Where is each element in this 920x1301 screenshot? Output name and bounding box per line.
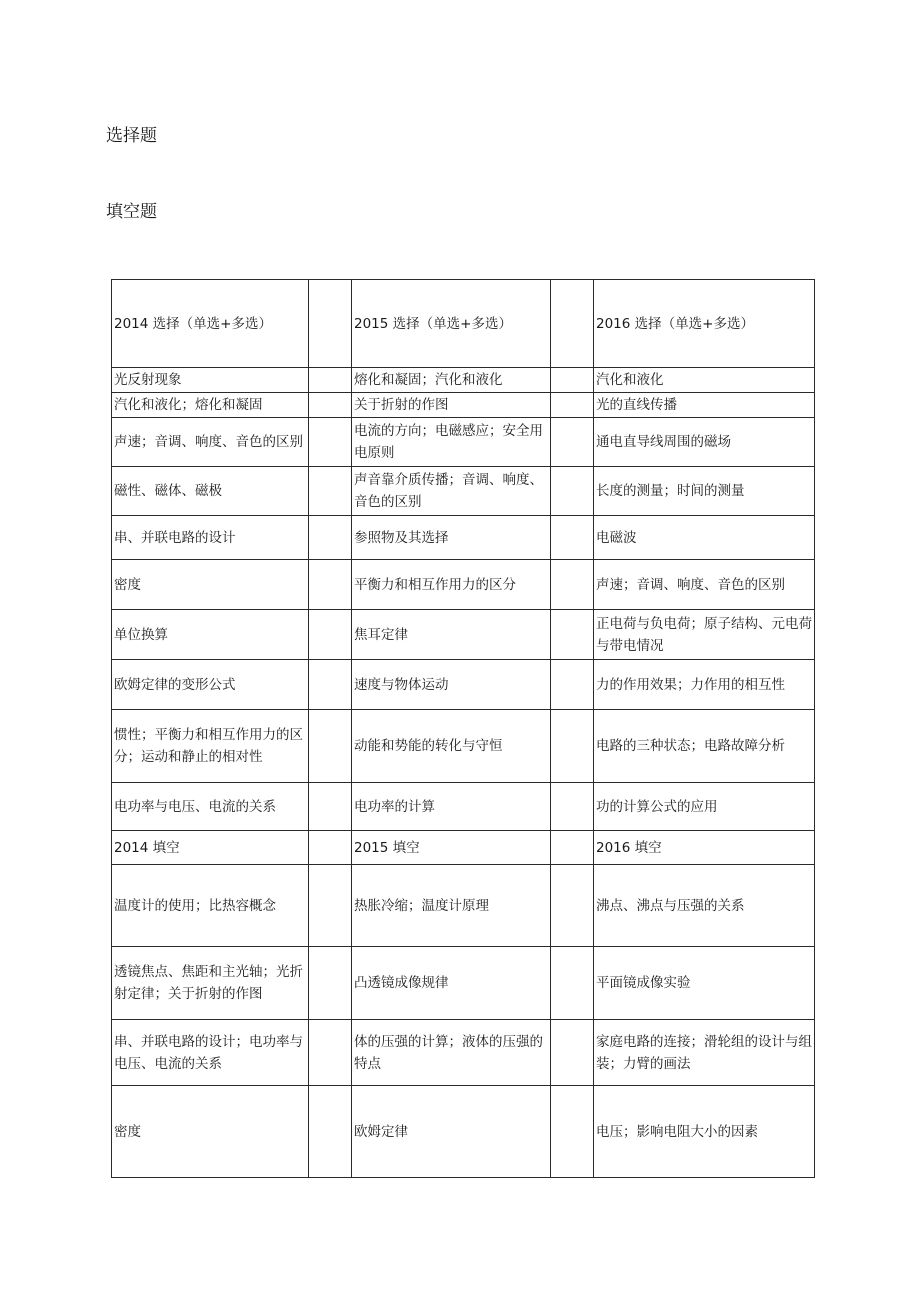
table-cell: 磁性、磁体、磁极: [112, 467, 309, 516]
table-row: [112, 560, 815, 610]
spacer-cell: [309, 831, 352, 865]
spacer-cell: [551, 865, 594, 947]
table-cell: 单位换算: [112, 610, 309, 660]
table-cell: 串、并联电路的设计: [112, 516, 309, 560]
spacer-cell: [551, 1020, 594, 1086]
spacer-cell: [551, 560, 594, 610]
table-row: [112, 393, 815, 418]
header-cell-2016-choice: 2016 选择（单选+多选）: [594, 280, 815, 368]
table-cell: 平衡力和相互作用力的区分: [352, 560, 551, 610]
table-cell: 速度与物体运动: [352, 660, 551, 710]
table-cell: 光的直线传播: [594, 393, 815, 418]
spacer-cell: [551, 660, 594, 710]
table-cell: 电磁波: [594, 516, 815, 560]
table-row: [112, 783, 815, 831]
table-cell: 光反射现象: [112, 368, 309, 393]
spacer-cell: [309, 660, 352, 710]
table-cell: 温度计的使用；比热容概念: [112, 865, 309, 947]
table-cell: 通电直导线周围的磁场: [594, 418, 815, 467]
choice-header-row: [112, 280, 815, 368]
spacer-cell: [309, 610, 352, 660]
table-row: [112, 1020, 815, 1086]
spacer-cell: [309, 467, 352, 516]
spacer-cell: [309, 418, 352, 467]
table-cell: 熔化和凝固；汽化和液化: [352, 368, 551, 393]
table-row: [112, 418, 815, 467]
table-cell: 动能和势能的转化与守恒: [352, 710, 551, 783]
table-row: [112, 368, 815, 393]
table-cell: 串、并联电路的设计；电功率与电压、电流的关系: [112, 1020, 309, 1086]
table-cell: 电功率与电压、电流的关系: [112, 783, 309, 831]
spacer-cell: [309, 865, 352, 947]
table-row: [112, 467, 815, 516]
spacer-cell: [309, 947, 352, 1020]
spacer-cell: [309, 368, 352, 393]
section-heading-fill: 填空题: [106, 202, 157, 222]
table-cell: 电路的三种状态；电路故障分析: [594, 710, 815, 783]
header-cell-2016-fill: 2016 填空: [594, 831, 815, 865]
spacer-cell: [309, 1020, 352, 1086]
table-cell: 密度: [112, 560, 309, 610]
table-cell: 电流的方向；电磁感应；安全用电原则: [352, 418, 551, 467]
table-cell: 力的作用效果；力作用的相互性: [594, 660, 815, 710]
header-cell-2014-fill: 2014 填空: [112, 831, 309, 865]
table-row: [112, 516, 815, 560]
table-cell: 惯性；平衡力和相互作用力的区分；运动和静止的相对性: [112, 710, 309, 783]
spacer-cell: [309, 516, 352, 560]
table-row: [112, 660, 815, 710]
spacer-cell: [309, 280, 352, 368]
table-row: [112, 947, 815, 1020]
spacer-cell: [551, 516, 594, 560]
table-cell: 关于折射的作图: [352, 393, 551, 418]
spacer-cell: [551, 467, 594, 516]
table-cell: 参照物及其选择: [352, 516, 551, 560]
spacer-cell: [309, 1086, 352, 1178]
table-cell: 欧姆定律的变形公式: [112, 660, 309, 710]
table-cell: 热胀冷缩；温度计原理: [352, 865, 551, 947]
table-cell: 声速；音调、响度、音色的区别: [112, 418, 309, 467]
section-heading-choice: 选择题: [106, 126, 157, 146]
table-cell: 正电荷与负电荷；原子结构、元电荷与带电情况: [594, 610, 815, 660]
spacer-cell: [309, 560, 352, 610]
header-cell-2015-choice: 2015 选择（单选+多选）: [352, 280, 551, 368]
spacer-cell: [309, 393, 352, 418]
fill-header-row: [112, 831, 815, 865]
table-cell: 声音靠介质传播；音调、响度、音色的区别: [352, 467, 551, 516]
table-cell: 体的压强的计算；液体的压强的特点: [352, 1020, 551, 1086]
spacer-cell: [551, 418, 594, 467]
table-cell: 汽化和液化: [594, 368, 815, 393]
table-cell: 声速；音调、响度、音色的区别: [594, 560, 815, 610]
table-cell: 平面镜成像实验: [594, 947, 815, 1020]
spacer-cell: [551, 280, 594, 368]
table-cell: 汽化和液化；熔化和凝固: [112, 393, 309, 418]
spacer-cell: [551, 710, 594, 783]
table-cell: 沸点、沸点与压强的关系: [594, 865, 815, 947]
spacer-cell: [551, 783, 594, 831]
table-cell: 功的计算公式的应用: [594, 783, 815, 831]
table-cell: 家庭电路的连接；滑轮组的设计与组装；力臂的画法: [594, 1020, 815, 1086]
table-cell: 密度: [112, 1086, 309, 1178]
table-row: [112, 865, 815, 947]
table-row: [112, 610, 815, 660]
table-cell: 焦耳定律: [352, 610, 551, 660]
table-cell: 电功率的计算: [352, 783, 551, 831]
header-cell-2014-choice: 2014 选择（单选+多选）: [112, 280, 309, 368]
spacer-cell: [551, 831, 594, 865]
table-cell: 凸透镜成像规律: [352, 947, 551, 1020]
table-cell: 电压；影响电阻大小的因素: [594, 1086, 815, 1178]
spacer-cell: [309, 710, 352, 783]
table-cell: 透镜焦点、焦距和主光轴；光折射定律；关于折射的作图: [112, 947, 309, 1020]
table-row: [112, 1086, 815, 1178]
table-cell: 长度的测量；时间的测量: [594, 467, 815, 516]
topics-table: [111, 279, 815, 1178]
spacer-cell: [551, 947, 594, 1020]
table-row: [112, 710, 815, 783]
spacer-cell: [551, 610, 594, 660]
spacer-cell: [309, 783, 352, 831]
header-cell-2015-fill: 2015 填空: [352, 831, 551, 865]
spacer-cell: [551, 1086, 594, 1178]
spacer-cell: [551, 393, 594, 418]
table-cell: 欧姆定律: [352, 1086, 551, 1178]
spacer-cell: [551, 368, 594, 393]
